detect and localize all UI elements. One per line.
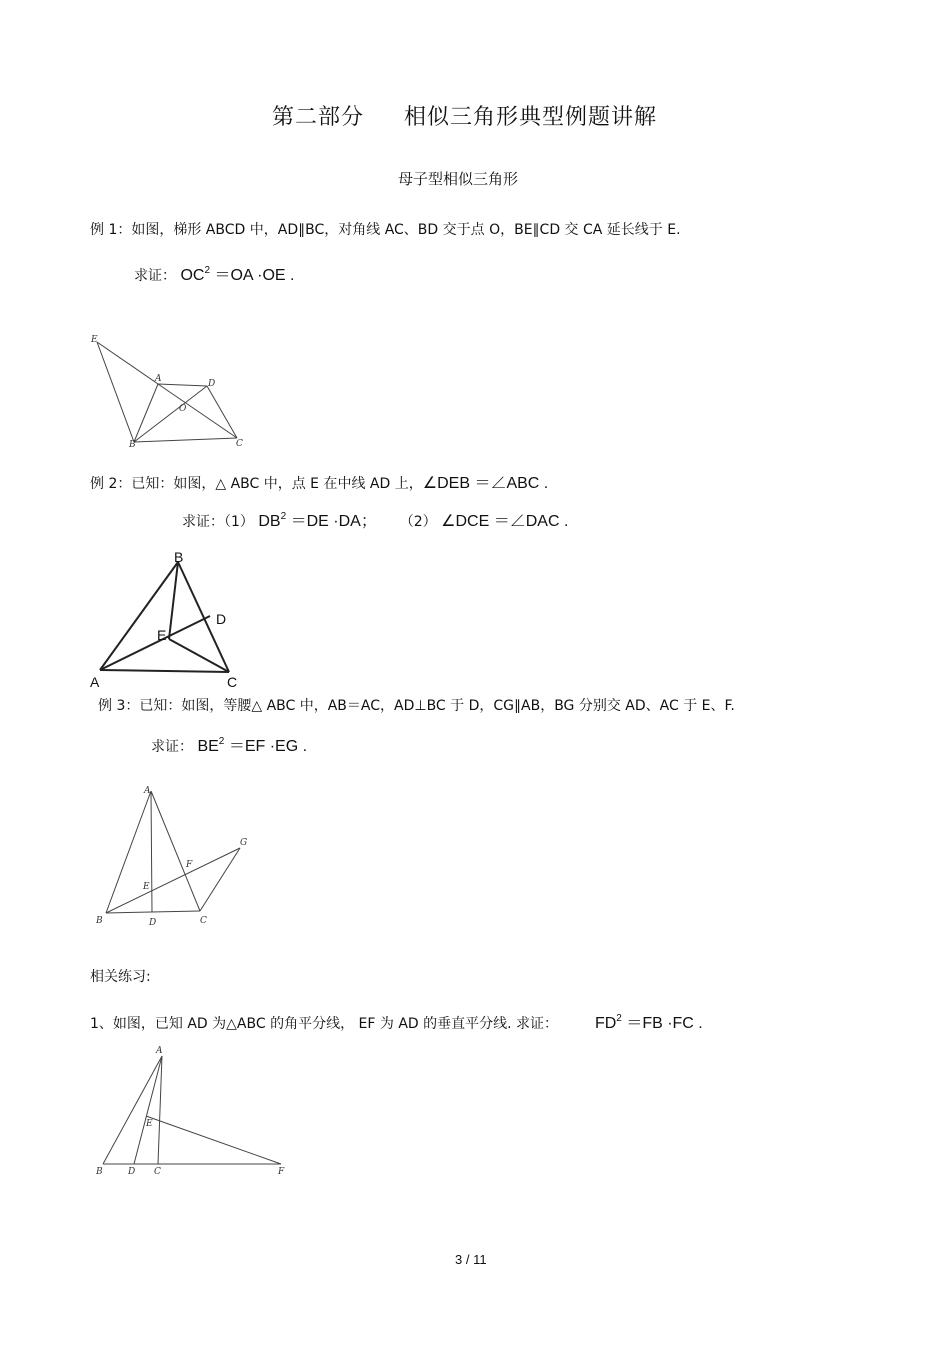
ex2-figure [88,548,248,690]
ex3-label-C: C [200,916,207,926]
ex1-prove-label: 求证： [134,268,176,284]
ex2-statement-text: 例 2：已知：如图，△ ABC 中，点 E 在中线 AD 上， [90,476,423,492]
ex3-label-D: D [149,918,157,928]
ex1-label-D: D [208,379,216,389]
ex1-label-A: A [155,374,162,384]
p1-label-F: F [278,1167,285,1177]
p1-formula: $FD^2 =FB \cdot FC$ . [594,1013,703,1032]
ex1-label-B: B [129,440,136,450]
section-subtitle: 母子型相似三角形 [398,170,519,188]
ex1-figure [85,330,260,455]
p1-label-A: A [156,1046,163,1056]
ex1-statement: 例 1：如图，梯形 ABCD 中，AD∥BC，对角线 AC、BD 交于点 O，BE∥CD 交 CA 延长线于 E. [90,222,681,238]
title-main: 相似三角形典型例题讲解 [404,105,658,130]
ex2-given-formula: ∠DEB ＝∠ABC . [422,475,549,492]
p1-statement [90,1010,703,1033]
ex2-label-D: D [216,611,227,627]
ex3-prove-label: 求证： [151,739,193,755]
ex1-label-C: C [236,439,243,449]
ex1-formula: $OC^2 =OA \cdot OE$ . [180,265,295,284]
ex3-label-A: A [144,786,151,796]
ex3-label-G: G [240,838,248,848]
ex3-statement: 例 3：已知：如图，等腰△ ABC 中，AB＝AC，AD⊥BC 于 D，CG∥AB，BG 分别交 AD、AC 于 E、F. [98,698,735,714]
p1-figure [88,1040,298,1180]
ex1-label-E: E [91,335,98,345]
ex1-proof [134,262,295,285]
ex2-label-A: A [90,674,100,690]
p1-statement-text: 1、如图，已知 AD 为△ABC 的角平分线， EF 为 AD 的垂直平分线. 求证： [90,1016,559,1032]
ex3-label-F: F [186,860,193,870]
page-number: 3 / 11 [455,1252,487,1267]
p1-label-E: E [146,1119,153,1129]
ex3-label-B: B [96,916,103,926]
p1-label-D: D [128,1167,136,1177]
ex3-label-E: E [143,882,150,892]
ex2-formula-1: $DB^2 =DE \cdot DA$； [258,511,377,530]
ex3-formula: $BE^2 =EF \cdot EG$ . [197,736,308,755]
ex3-proof [151,733,307,756]
p1-label-B: B [96,1167,103,1177]
practice-heading: 相关练习: [90,969,151,985]
ex2-label-B: B [174,549,184,565]
ex2-prove-label: 求证：（1） [182,514,254,530]
ex3-figure [88,775,263,930]
ex2-label-E: E [157,627,167,643]
ex2-statement [90,470,548,493]
ex2-formula-2: ∠DCE ＝∠DAC . [441,513,569,530]
ex2-proof [182,508,568,531]
page-title [272,100,657,131]
ex1-label-O: O [179,404,187,414]
ex2-part2-label: （2） [399,514,437,530]
title-part: 第二部分 [272,105,365,130]
p1-label-C: C [154,1167,161,1177]
ex2-label-C: C [227,674,238,690]
